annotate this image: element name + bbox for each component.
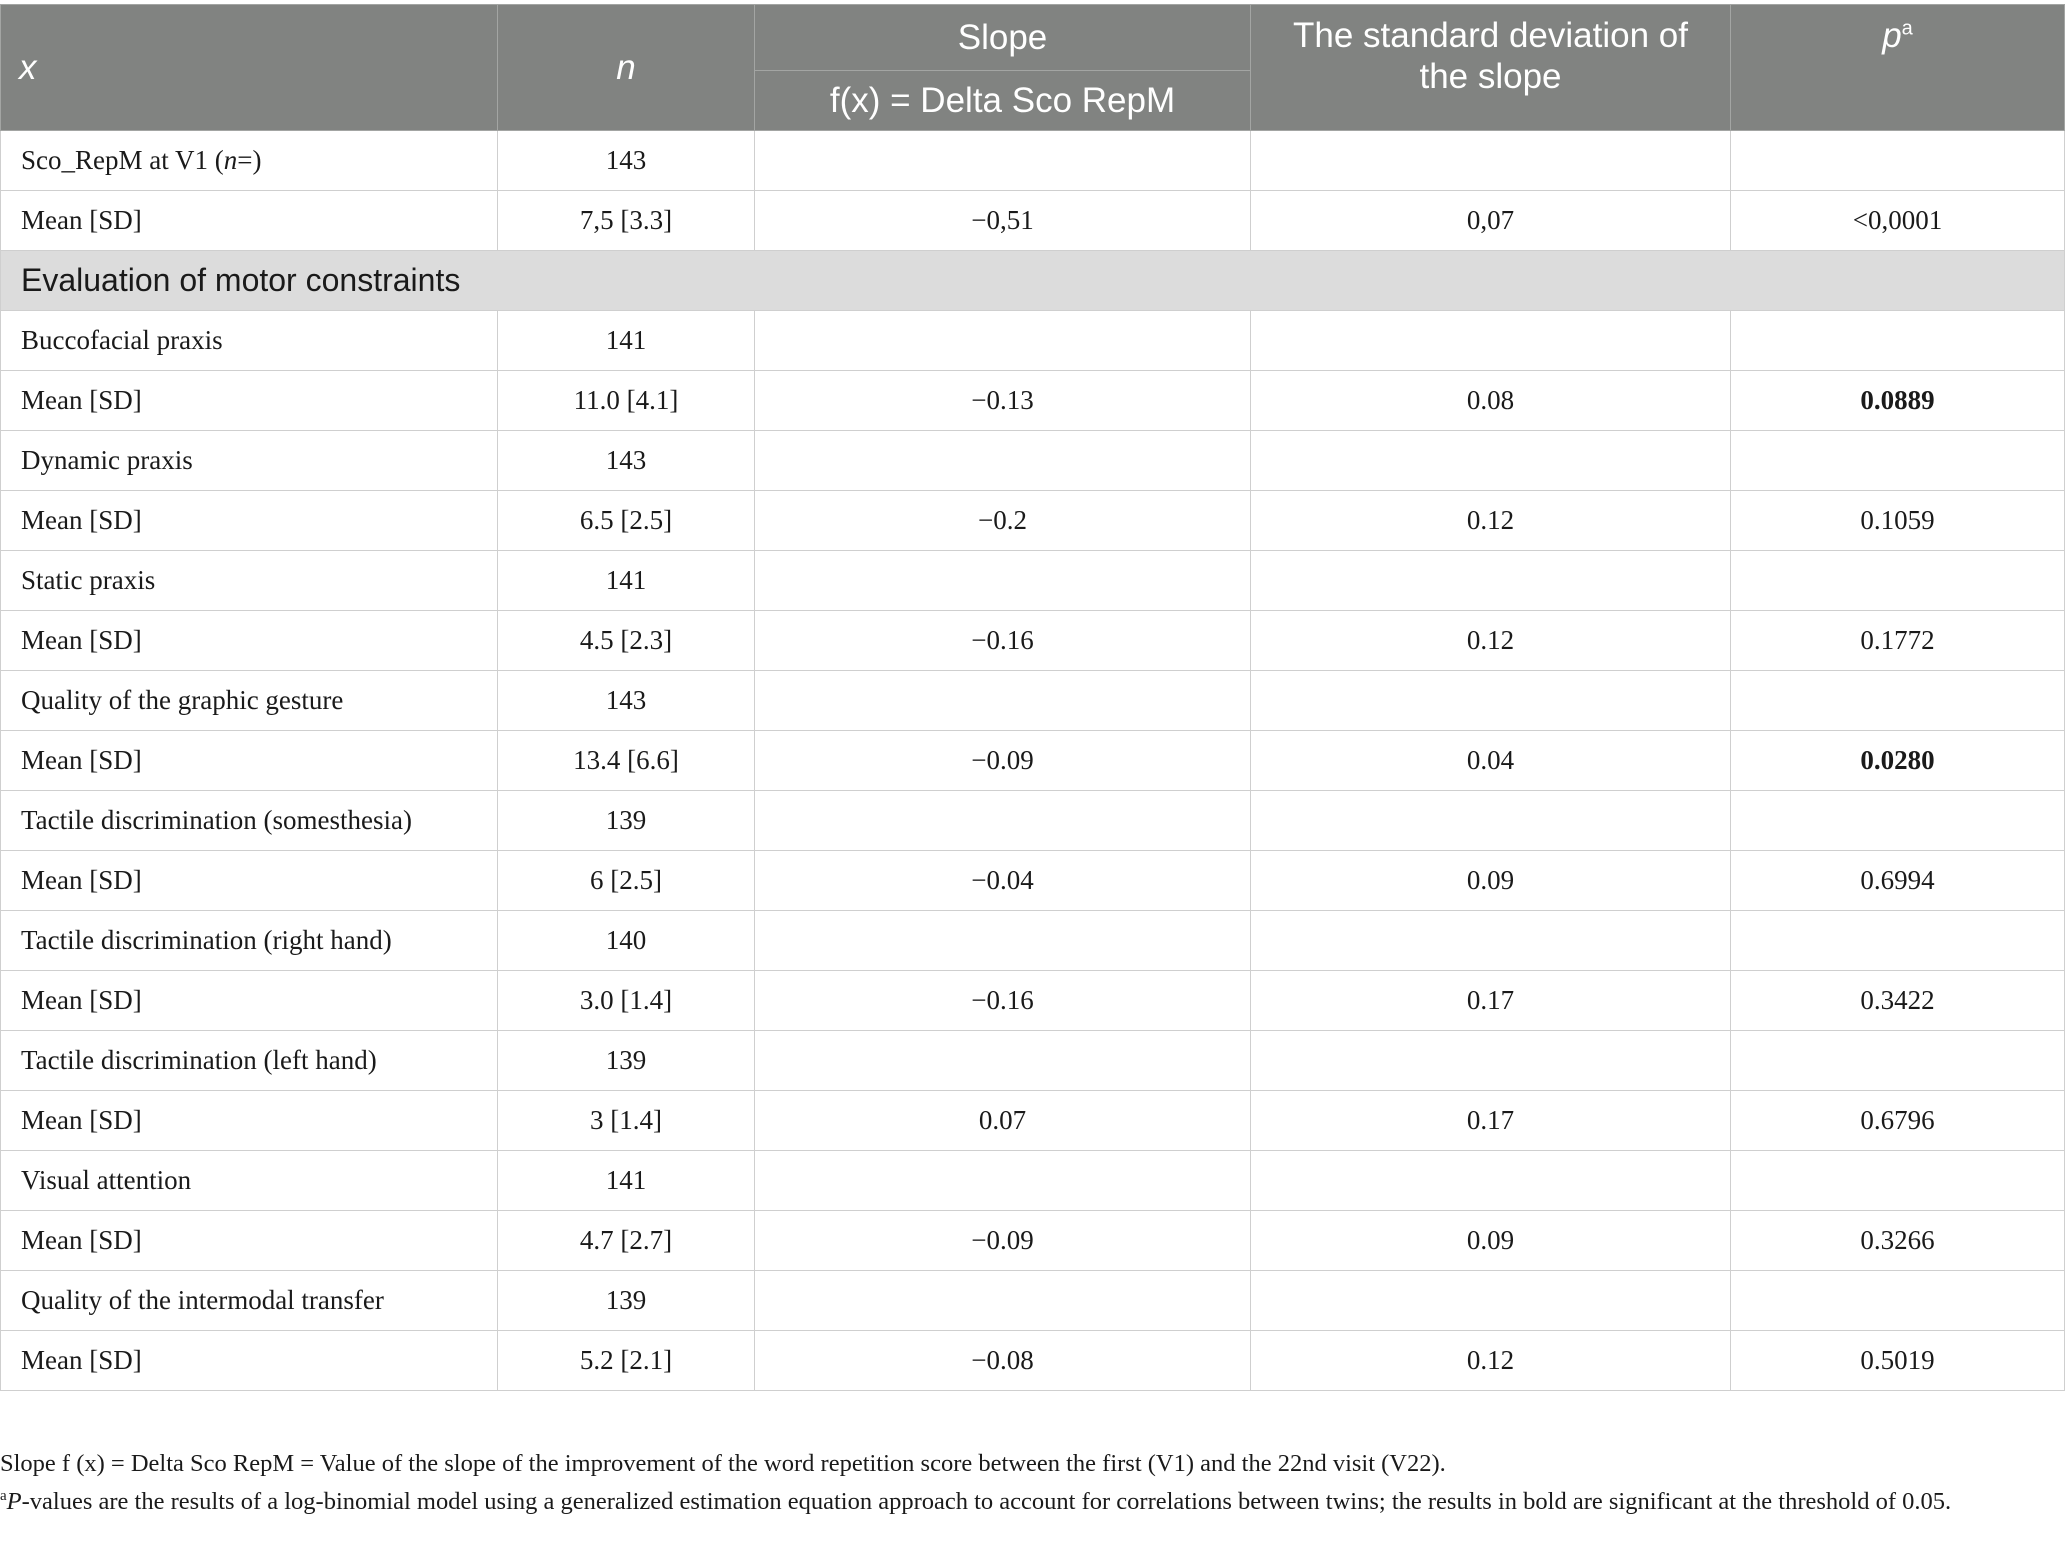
cell-empty [1731, 551, 2065, 611]
section-row [1, 251, 2065, 311]
row-label: Mean [SD] [1, 1211, 498, 1271]
cell-slope: −0,51 [755, 191, 1251, 251]
cell-sd: 0.17 [1251, 1091, 1731, 1151]
cell-empty [1731, 911, 2065, 971]
cell-slope: −0.16 [755, 971, 1251, 1031]
cell-sd: 0.09 [1251, 851, 1731, 911]
cell-sd: 0.12 [1251, 491, 1731, 551]
cell-p: 0.1772 [1731, 611, 2065, 671]
header-slope: Slope [755, 5, 1251, 71]
cell-p: 0.5019 [1731, 1331, 2065, 1391]
cell-empty [755, 551, 1251, 611]
table-row [1, 971, 2065, 1031]
table-row [1, 431, 2065, 491]
cell-mean: 11.0 [4.1] [498, 371, 755, 431]
table-row [1, 1151, 2065, 1211]
cell-empty [755, 791, 1251, 851]
cell-slope: −0.09 [755, 1211, 1251, 1271]
cell-n: 143 [498, 131, 755, 191]
row-label-italic: n [223, 145, 238, 175]
cell-empty [1731, 1031, 2065, 1091]
row-label: Mean [SD] [1, 851, 498, 911]
row-label: Quality of the graphic gesture [1, 671, 498, 731]
cell-mean: 6.5 [2.5] [498, 491, 755, 551]
cell-sd: 0,07 [1251, 191, 1731, 251]
cell-empty [755, 911, 1251, 971]
row-label: Mean [SD] [1, 731, 498, 791]
row-label: Tactile discrimination (somesthesia) [1, 791, 498, 851]
cell-mean: 6 [2.5] [498, 851, 755, 911]
row-label: Buccofacial praxis [1, 311, 498, 371]
cell-empty [1251, 311, 1731, 371]
row-label: Dynamic praxis [1, 431, 498, 491]
header-p [1731, 5, 2065, 131]
cell-n: 139 [498, 1031, 755, 1091]
cell-sd: 0.09 [1251, 1211, 1731, 1271]
cell-slope: 0.07 [755, 1091, 1251, 1151]
table-header [1, 5, 2065, 131]
row-label-suffix: =) [237, 145, 262, 175]
header-n: n [498, 5, 755, 131]
row-label: Mean [SD] [1, 191, 498, 251]
cell-empty [1731, 131, 2065, 191]
table-row [1, 611, 2065, 671]
footnote-p-italic: P [6, 1488, 22, 1515]
header-x: x [1, 5, 498, 131]
cell-mean: 3.0 [1.4] [498, 971, 755, 1031]
table-row [1, 311, 2065, 371]
cell-sd: 0.04 [1251, 731, 1731, 791]
cell-n: 140 [498, 911, 755, 971]
row-label: Tactile discrimination (right hand) [1, 911, 498, 971]
row-label: Mean [SD] [1, 1331, 498, 1391]
footnote-slope: Slope f (x) = Delta Sco RepM = Value of the slope of the improvement of the word repetition score between the first (V1) and the 22nd visit (V22). [0, 1450, 1446, 1477]
cell-mean: 13.4 [6.6] [498, 731, 755, 791]
cell-p: 0.6994 [1731, 851, 2065, 911]
header-p-sup: a [1901, 17, 1913, 40]
cell-empty [755, 431, 1251, 491]
cell-empty [755, 1151, 1251, 1211]
row-label: Tactile discrimination (left hand) [1, 1031, 498, 1091]
cell-p: <0,0001 [1731, 191, 2065, 251]
cell-n: 141 [498, 1151, 755, 1211]
cell-p: 0.3266 [1731, 1211, 2065, 1271]
footnotes [0, 1445, 2064, 1521]
cell-n: 143 [498, 671, 755, 731]
cell-empty [1731, 311, 2065, 371]
table-body [1, 131, 2065, 1391]
table-row [1, 1211, 2065, 1271]
cell-empty [755, 1271, 1251, 1331]
cell-n: 143 [498, 431, 755, 491]
row-label: Mean [SD] [1, 371, 498, 431]
cell-sd: 0.12 [1251, 1331, 1731, 1391]
cell-mean: 4.7 [2.7] [498, 1211, 755, 1271]
cell-empty [1731, 671, 2065, 731]
table-row [1, 491, 2065, 551]
footnote-pvalues [0, 1483, 2064, 1521]
cell-empty [755, 131, 1251, 191]
cell-empty [1731, 791, 2065, 851]
cell-empty [755, 311, 1251, 371]
cell-p: 0.3422 [1731, 971, 2065, 1031]
cell-p: 0.0889 [1731, 371, 2065, 431]
cell-sd: 0.17 [1251, 971, 1731, 1031]
row-label: Mean [SD] [1, 611, 498, 671]
cell-mean: 5.2 [2.1] [498, 1331, 755, 1391]
cell-empty [1251, 1031, 1731, 1091]
cell-n: 139 [498, 1271, 755, 1331]
cell-empty [1731, 431, 2065, 491]
row-label: Mean [SD] [1, 491, 498, 551]
cell-mean: 4.5 [2.3] [498, 611, 755, 671]
cell-sd: 0.08 [1251, 371, 1731, 431]
cell-n: 139 [498, 791, 755, 851]
cell-mean: 7,5 [3.3] [498, 191, 755, 251]
cell-slope: −0.08 [755, 1331, 1251, 1391]
table-row [1, 911, 2065, 971]
table-row [1, 671, 2065, 731]
cell-empty [1731, 1271, 2065, 1331]
cell-empty [1251, 551, 1731, 611]
cell-empty [755, 1031, 1251, 1091]
cell-slope: −0.09 [755, 731, 1251, 791]
table-row [1, 191, 2065, 251]
row-label: Static praxis [1, 551, 498, 611]
cell-empty [1251, 131, 1731, 191]
cell-mean: 3 [1.4] [498, 1091, 755, 1151]
cell-empty [1251, 431, 1731, 491]
header-p-text: p [1882, 16, 1902, 55]
row-label: Mean [SD] [1, 1091, 498, 1151]
table-row [1, 371, 2065, 431]
row-label: Mean [SD] [1, 971, 498, 1031]
cell-empty [1251, 911, 1731, 971]
cell-p: 0.1059 [1731, 491, 2065, 551]
results-table [0, 4, 2065, 1391]
cell-slope: −0.13 [755, 371, 1251, 431]
table-row [1, 131, 2065, 191]
table-row [1, 791, 2065, 851]
row-label: Quality of the intermodal transfer [1, 1271, 498, 1331]
cell-slope: −0.16 [755, 611, 1251, 671]
table-row [1, 731, 2065, 791]
cell-empty [755, 671, 1251, 731]
table-row [1, 1331, 2065, 1391]
cell-p: 0.6796 [1731, 1091, 2065, 1151]
cell-empty [1731, 1151, 2065, 1211]
cell-p: 0.0280 [1731, 731, 2065, 791]
cell-empty [1251, 671, 1731, 731]
header-sd-slope-text: The standard deviation of the slope [1293, 16, 1688, 96]
row-label [1, 131, 498, 191]
footnote-text: -values are the results of a log-binomial model using a generalized estimation equation approach to account for correlations between twins; the results in bold are significant at the threshold of 0.05. [21, 1488, 1952, 1515]
footnote-sup: a [0, 1487, 7, 1504]
cell-n: 141 [498, 311, 755, 371]
header-slope-sub: f(x) = Delta Sco RepM [755, 71, 1251, 131]
table-row [1, 1271, 2065, 1331]
row-label-prefix: Sco_RepM at V1 ( [21, 145, 224, 175]
cell-slope: −0.2 [755, 491, 1251, 551]
table-row [1, 1031, 2065, 1091]
table-row [1, 851, 2065, 911]
cell-empty [1251, 1271, 1731, 1331]
cell-sd: 0.12 [1251, 611, 1731, 671]
cell-slope: −0.04 [755, 851, 1251, 911]
section-title: Evaluation of motor constraints [1, 251, 2065, 311]
table-row [1, 551, 2065, 611]
cell-empty [1251, 791, 1731, 851]
row-label: Visual attention [1, 1151, 498, 1211]
cell-empty [1251, 1151, 1731, 1211]
table-row [1, 1091, 2065, 1151]
cell-n: 141 [498, 551, 755, 611]
header-sd-slope [1251, 5, 1731, 131]
